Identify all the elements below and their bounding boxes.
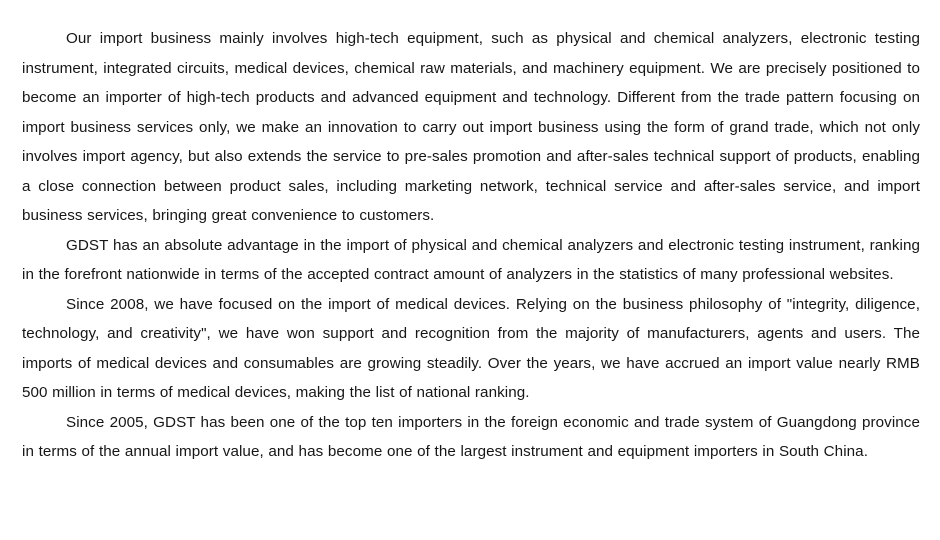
document-body — [22, 24, 920, 467]
paragraph-1: Our import business mainly involves high-tech equipment, such as physical and chemical analyzers, electronic testing instrument, integrated circuits, medical devices, chemical raw materials, and machinery equipment. We are precisely positioned to become an importer of high-tech products and advanced equipment and technology. Different from the trade pattern focusing on import business services only, we make an innovation to carry out import business using the form of grand trade, which not only involves import agency, but also extends the service to pre-sales promotion and after-sales technical support of products, enabling a close connection between product sales, including marketing network, technical service and after-sales service, and import business services, bringing great convenience to customers. — [22, 30, 920, 224]
paragraph-2: GDST has an absolute advantage in the import of physical and chemical analyzers and electronic testing instrument, ranking in the forefront nationwide in terms of the accepted contract amount of analyzers in the statistics of many professional websites. — [22, 236, 920, 283]
paragraph-4: Since 2005, GDST has been one of the top ten importers in the foreign economic and trade system of Guangdong province in terms of the annual import value, and has become one of the largest instrument and equipment importers in South China. — [22, 413, 920, 460]
paragraph-3: Since 2008, we have focused on the import of medical devices. Relying on the business philosophy of "integrity, diligence, technology, and creativity", we have won support and recognition from the majority of manufacturers, agents and users. The imports of medical devices and consumables are growing steadily. Over the years, we have accrued an import value nearly RMB 500 million in terms of medical devices, making the list of national ranking. — [22, 295, 920, 401]
